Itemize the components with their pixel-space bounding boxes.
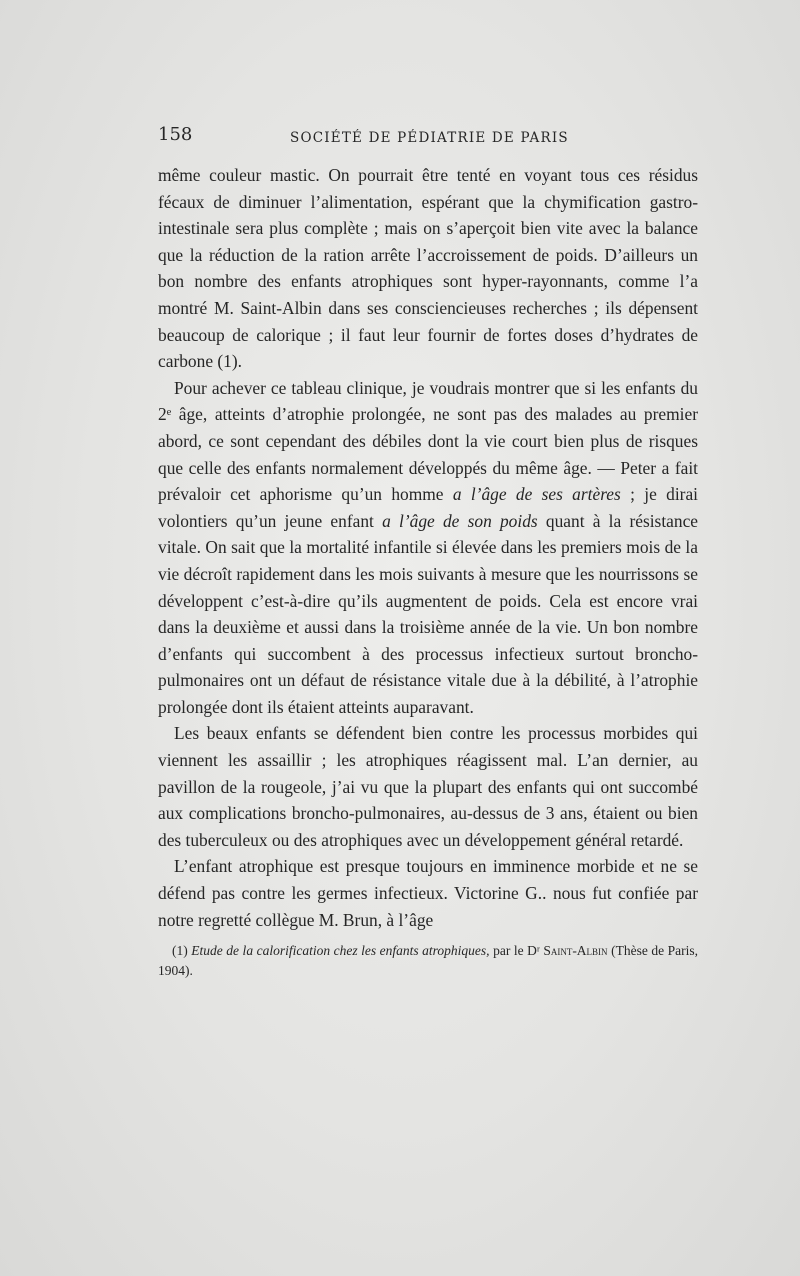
footnote-marker: (1): [172, 943, 192, 959]
running-head: SOCIÉTÉ DE PÉDIATRIE DE PARIS: [290, 130, 569, 146]
footnote-title: Etude de la calorification chez les enfants atrophiques,: [191, 943, 490, 959]
footnote-source: (Thèse de Paris, 1904).: [158, 943, 698, 979]
paragraph-2: [158, 375, 698, 721]
paragraph-2-italic-b: a l’âge de son poids: [382, 510, 538, 531]
paragraph-2-text-a: Pour achever ce tableau clinique, je voudrais montrer que si les enfants du 2ᵉ âge, atteints d’atrophie prolongée, ne sont pas des malades au premier abord, ce sont cependant des débiles dont la vie court bien plus de risques que celle des enfants normalement développés du même âge. — Peter a fait prévaloir cet aphorisme qu’un homme: [158, 377, 698, 505]
paragraph-2-text-b: ; je dirai volontiers qu’un jeune enfant: [158, 484, 698, 531]
paragraph-2-italic-a: a l’âge de ses artères: [452, 484, 621, 505]
page-header: [158, 124, 698, 152]
paragraph-1: même couleur mastic. On pourrait être tenté en voyant tous ces résidus fécaux de diminuer l’alimentation, espérant que la chymification gastro-intestinale sera plus complète ; mais on s’aperçoit bien vite avec la balance que la réduction de la ration arrête l’accroissement de poids. D’ailleurs un bon nombre des enfants atrophiques sont hyper-rayonnants, comme l’a montré M. Saint-Albin dans ses consciencieuses recherches ; ils dépensent beaucoup de calorique ; il faut leur fournir de fortes doses d’hydrates de carbone (1).: [158, 165, 698, 372]
paragraph-3: Les beaux enfants se défendent bien contre les processus morbides qui viennent les assaillir ; les atrophiques réagissent mal. L’an dernier, au pavillon de la rougeole, j’ai vu que la plupart des enfants qui ont succombé aux complications broncho-pulmonaires, au-dessus de 3 ans, étaient ou bien des tuberculeux ou des atrophiques avec un développement général retardé.: [158, 723, 698, 850]
footnote-by: par le Dʳ: [489, 943, 544, 959]
paragraph-2-text-c: quant à la résistance vitale. On sait que la mortalité infantile si élevée dans les premiers mois de la vie décroît rapidement dans les mois suivants à mesure que les nourrissons se développent c’est-à-dire qu’ils augmentent de poids. Cela est encore vrai dans la deuxième et aussi dans la troisième année de la vie. Un bon nombre d’enfants qui succombent à des processus infectieux surtout broncho-pulmonaires ont un défaut de résistance vitale due à la débilité, à l’atrophie prolongée dont ils étaient atteints auparavant.: [158, 510, 699, 717]
footnote-author: Saint-Albin: [543, 943, 608, 959]
paragraph-4: L’enfant atrophique est presque toujours en imminence morbide et ne se défend pas contre les germes infectieux. Victorine G.. nous fut confiée par notre regretté collègue M. Brun, à l’âge: [158, 856, 698, 930]
page-content: [158, 124, 698, 981]
page-number: 158: [158, 124, 193, 145]
footnote: [158, 941, 698, 981]
